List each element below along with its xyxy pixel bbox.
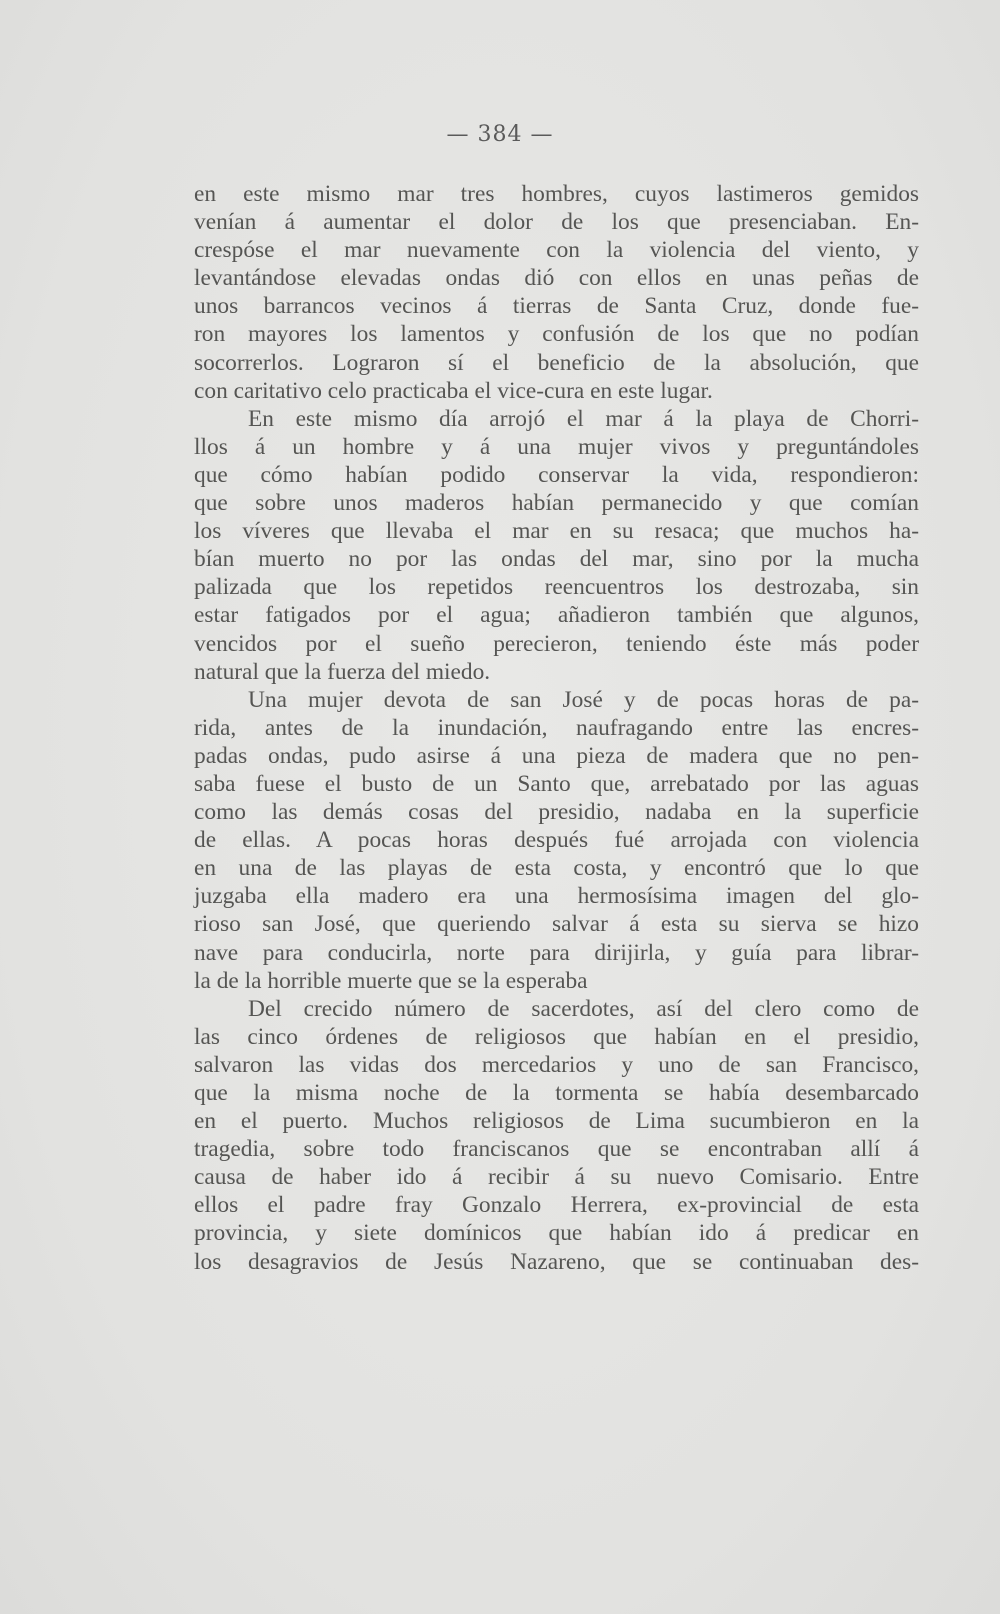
- text-line: salvaron las vidas dos mercedarios y uno de san Francisco,: [194, 1051, 919, 1078]
- text-line: en este mismo mar tres hombres, cuyos lastimeros gemidos: [194, 181, 919, 207]
- text-line: los desagravios de Jesús Nazareno, que se continuaban des-: [194, 1248, 919, 1275]
- text-line: causa de haber ido á recibir á su nuevo Comisario. Entre: [194, 1164, 919, 1191]
- text-line: estar fatigados por el agua; añadieron también que algunos,: [194, 602, 919, 629]
- text-line: con caritativo celo practicaba el vice-cura en este lugar.: [194, 377, 713, 404]
- text-line: de ellas. A pocas horas después fué arrojada con violencia: [194, 827, 919, 854]
- text-line: socorrerlos. Lograron sí el beneficio de la absolución, que: [194, 349, 919, 376]
- text-line: Una mujer devota de san José y de pocas horas de pa-: [248, 686, 919, 713]
- text-line: ellos el padre fray Gonzalo Herrera, ex-provincial de esta: [194, 1192, 919, 1219]
- text-line: juzgaba ella madero era una hermosísima imagen del glo-: [194, 883, 919, 910]
- text-line: tragedia, sobre todo franciscanos que se encontraban allí á: [194, 1136, 919, 1163]
- text-line: venían á aumentar el dolor de los que presenciaban. En-: [194, 209, 919, 236]
- text-line: saba fuese el busto de un Santo que, arrebatado por las aguas: [194, 770, 919, 797]
- text-line: padas ondas, pudo asirse á una pieza de madera que no pen-: [194, 742, 919, 769]
- text-line: las cinco órdenes de religiosos que habían en el presidio,: [194, 1023, 919, 1050]
- text-line: la de la horrible muerte que se la esperaba: [194, 967, 588, 994]
- text-line: nave para conducirla, norte para dirijirla, y guía para librar-: [194, 939, 919, 966]
- text-line: vencidos por el sueño perecieron, teniendo éste más poder: [194, 630, 919, 657]
- text-line: que cómo habían podido conservar la vida, respondieron:: [194, 461, 919, 488]
- text-line: como las demás cosas del presidio, nadaba en la superficie: [194, 799, 919, 826]
- text-line: bían muerto no por las ondas del mar, sino por la mucha: [194, 546, 919, 573]
- text-line: crespóse el mar nuevamente con la violencia del viento, y: [194, 237, 919, 264]
- text-line: Del crecido número de sacerdotes, así del clero como de: [248, 995, 919, 1022]
- text-line: en el puerto. Muchos religiosos de Lima sucumbieron en la: [194, 1108, 919, 1135]
- text-line: provincia, y siete domínicos que habían ido á predicar en: [194, 1220, 919, 1247]
- text-line: rida, antes de la inundación, naufragando entre las encres-: [194, 714, 919, 741]
- text-line: levantándose elevadas ondas dió con ellos en unas peñas de: [194, 265, 919, 292]
- text-line: que la misma noche de la tormenta se había desembarcado: [194, 1080, 919, 1106]
- text-line: natural que la fuerza del miedo.: [194, 658, 491, 685]
- text-line: rioso san José, que queriendo salvar á esta su sierva se hizo: [194, 911, 919, 938]
- text-line: llos á un hombre y á una mujer vivos y preguntándoles: [194, 433, 919, 460]
- text-line: unos barrancos vecinos á tierras de Santa Cruz, donde fue-: [194, 293, 919, 320]
- page-number: — 384 —: [446, 122, 554, 147]
- text-line: palizada que los repetidos reencuentros los destrozaba, sin: [194, 574, 919, 601]
- text-line: En este mismo día arrojó el mar á la playa de Chorri-: [248, 405, 919, 432]
- text-line: los víveres que llevaba el mar en su resaca; que muchos ha-: [194, 518, 919, 545]
- text-line: que sobre unos maderos habían permanecido y que comían: [194, 490, 919, 517]
- body-text: [194, 180, 919, 1276]
- text-line: en una de las playas de esta costa, y encontró que lo que: [194, 855, 919, 882]
- text-line: ron mayores los lamentos y confusión de los que no podían: [194, 321, 919, 348]
